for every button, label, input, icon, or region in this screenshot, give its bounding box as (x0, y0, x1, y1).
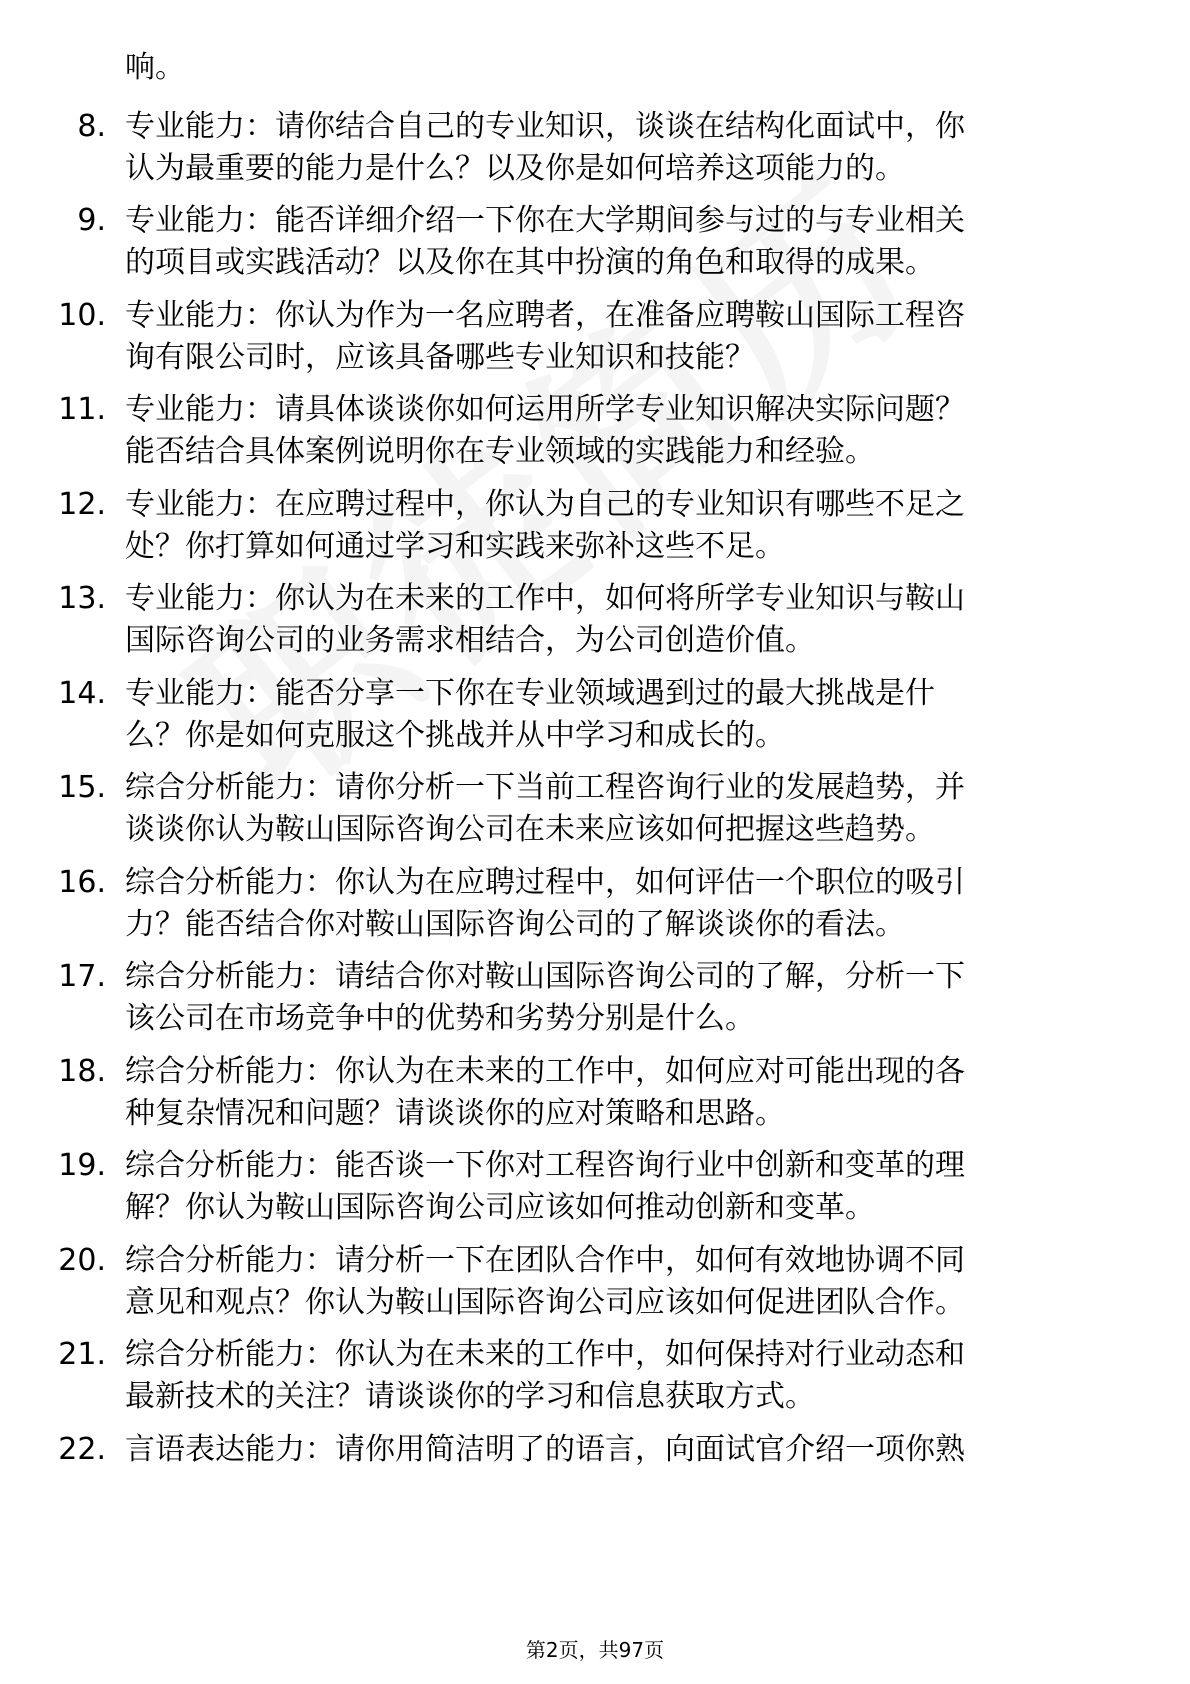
item-number: 20. (58, 1243, 106, 1278)
item-number: 8. (77, 109, 106, 144)
item-text (125, 673, 1135, 757)
item-line: 认为最重要的能力是什么？以及你是如何培养这项能力的。 (125, 151, 905, 186)
list-item (0, 578, 1190, 662)
item-text (125, 1051, 1135, 1135)
item-line: 能否结合具体案例说明你在专业领域的实践能力和经验。 (125, 434, 875, 469)
item-number: 16. (58, 865, 106, 900)
item-text (125, 956, 1135, 1040)
list-item (0, 1051, 1190, 1135)
item-number: 10. (58, 298, 106, 333)
item-line: 解？你认为鞍山国际咨询公司应该如何推动创新和变革。 (125, 1190, 875, 1225)
item-number: 18. (58, 1054, 106, 1089)
item-line: 么？你是如何克服这个挑战并从中学习和成长的。 (125, 718, 785, 753)
list-item (0, 106, 1190, 190)
item-number: 13. (58, 581, 106, 616)
list-item (0, 200, 1190, 284)
item-text (125, 578, 1135, 662)
item-line: 力？能否结合你对鞍山国际咨询公司的了解谈谈你的看法。 (125, 907, 905, 942)
item-number: 11. (58, 392, 106, 427)
continuation-text: 响。 (125, 50, 185, 85)
item-text (125, 1334, 1135, 1418)
item-number: 14. (58, 676, 106, 711)
list-item (0, 484, 1190, 568)
item-line: 专业能力：你认为作为一名应聘者，在准备应聘鞍山国际工程咨 (125, 298, 965, 333)
item-line: 种复杂情况和问题？请谈谈你的应对策略和思路。 (125, 1096, 785, 1131)
item-number: 19. (58, 1148, 106, 1183)
list-item (0, 389, 1190, 473)
item-line: 综合分析能力：能否谈一下你对工程咨询行业中创新和变革的理 (125, 1148, 965, 1183)
list-item (0, 767, 1190, 851)
item-text (125, 862, 1135, 946)
list-item (0, 1240, 1190, 1324)
item-line: 综合分析能力：你认为在未来的工作中，如何应对可能出现的各 (125, 1054, 965, 1089)
item-line: 专业能力：请具体谈谈你如何运用所学专业知识解决实际问题？ (125, 392, 965, 427)
list-item (0, 673, 1190, 757)
item-line: 谈谈你认为鞍山国际咨询公司在未来应该如何把握这些趋势。 (125, 812, 935, 847)
item-number: 9. (77, 203, 106, 238)
item-text (125, 1145, 1135, 1229)
list-item (0, 1334, 1190, 1418)
item-line: 的项目或实践活动？以及你在其中扮演的角色和取得的成果。 (125, 245, 935, 280)
list-item (0, 295, 1190, 379)
item-line: 综合分析能力：请你分析一下当前工程咨询行业的发展趋势，并 (125, 770, 965, 805)
item-number: 15. (58, 770, 106, 805)
list-item (0, 956, 1190, 1040)
item-number: 22. (58, 1432, 106, 1467)
item-line: 专业能力：请你结合自己的专业知识，谈谈在结构化面试中，你 (125, 109, 965, 144)
item-text (125, 106, 1135, 190)
item-line: 最新技术的关注？请谈谈你的学习和信息获取方式。 (125, 1379, 815, 1414)
item-text (125, 484, 1135, 568)
item-line: 综合分析能力：你认为在应聘过程中，如何评估一个职位的吸引 (125, 865, 965, 900)
list-item (0, 862, 1190, 946)
item-line: 专业能力：能否详细介绍一下你在大学期间参与过的与专业相关 (125, 203, 965, 238)
item-line: 国际咨询公司的业务需求相结合，为公司创造价值。 (125, 623, 815, 658)
item-line: 专业能力：能否分享一下你在专业领域遇到过的最大挑战是什 (125, 676, 935, 711)
item-text (125, 389, 1135, 473)
item-line: 处？你打算如何通过学习和实践来弥补这些不足。 (125, 529, 785, 564)
item-number: 12. (58, 487, 106, 522)
item-line: 综合分析能力：请分析一下在团队合作中，如何有效地协调不同 (125, 1243, 965, 1278)
item-text (125, 295, 1135, 379)
list-item (0, 1429, 1190, 1513)
item-text (125, 1240, 1135, 1324)
item-text (125, 767, 1135, 851)
item-line: 言语表达能力：请你用简洁明了的语言，向面试官介绍一项你熟 (125, 1432, 965, 1467)
item-number: 21. (58, 1337, 106, 1372)
item-text (125, 1429, 1135, 1471)
item-line: 询有限公司时，应该具备哪些专业知识和技能？ (125, 340, 755, 375)
item-line: 专业能力：你认为在未来的工作中，如何将所学专业知识与鞍山 (125, 581, 965, 616)
item-line: 综合分析能力：请结合你对鞍山国际咨询公司的了解，分析一下 (125, 959, 965, 994)
item-line: 该公司在市场竞争中的优势和劣势分别是什么。 (125, 1001, 755, 1036)
item-line: 意见和观点？你认为鞍山国际咨询公司应该如何促进团队合作。 (125, 1285, 965, 1320)
list-item (0, 1145, 1190, 1229)
item-text (125, 200, 1135, 284)
item-number: 17. (58, 959, 106, 994)
item-line: 专业能力：在应聘过程中，你认为自己的专业知识有哪些不足之 (125, 487, 965, 522)
item-line: 综合分析能力：你认为在未来的工作中，如何保持对行业动态和 (125, 1337, 965, 1372)
page-footer: 第2页，共97页 (525, 1638, 665, 1662)
